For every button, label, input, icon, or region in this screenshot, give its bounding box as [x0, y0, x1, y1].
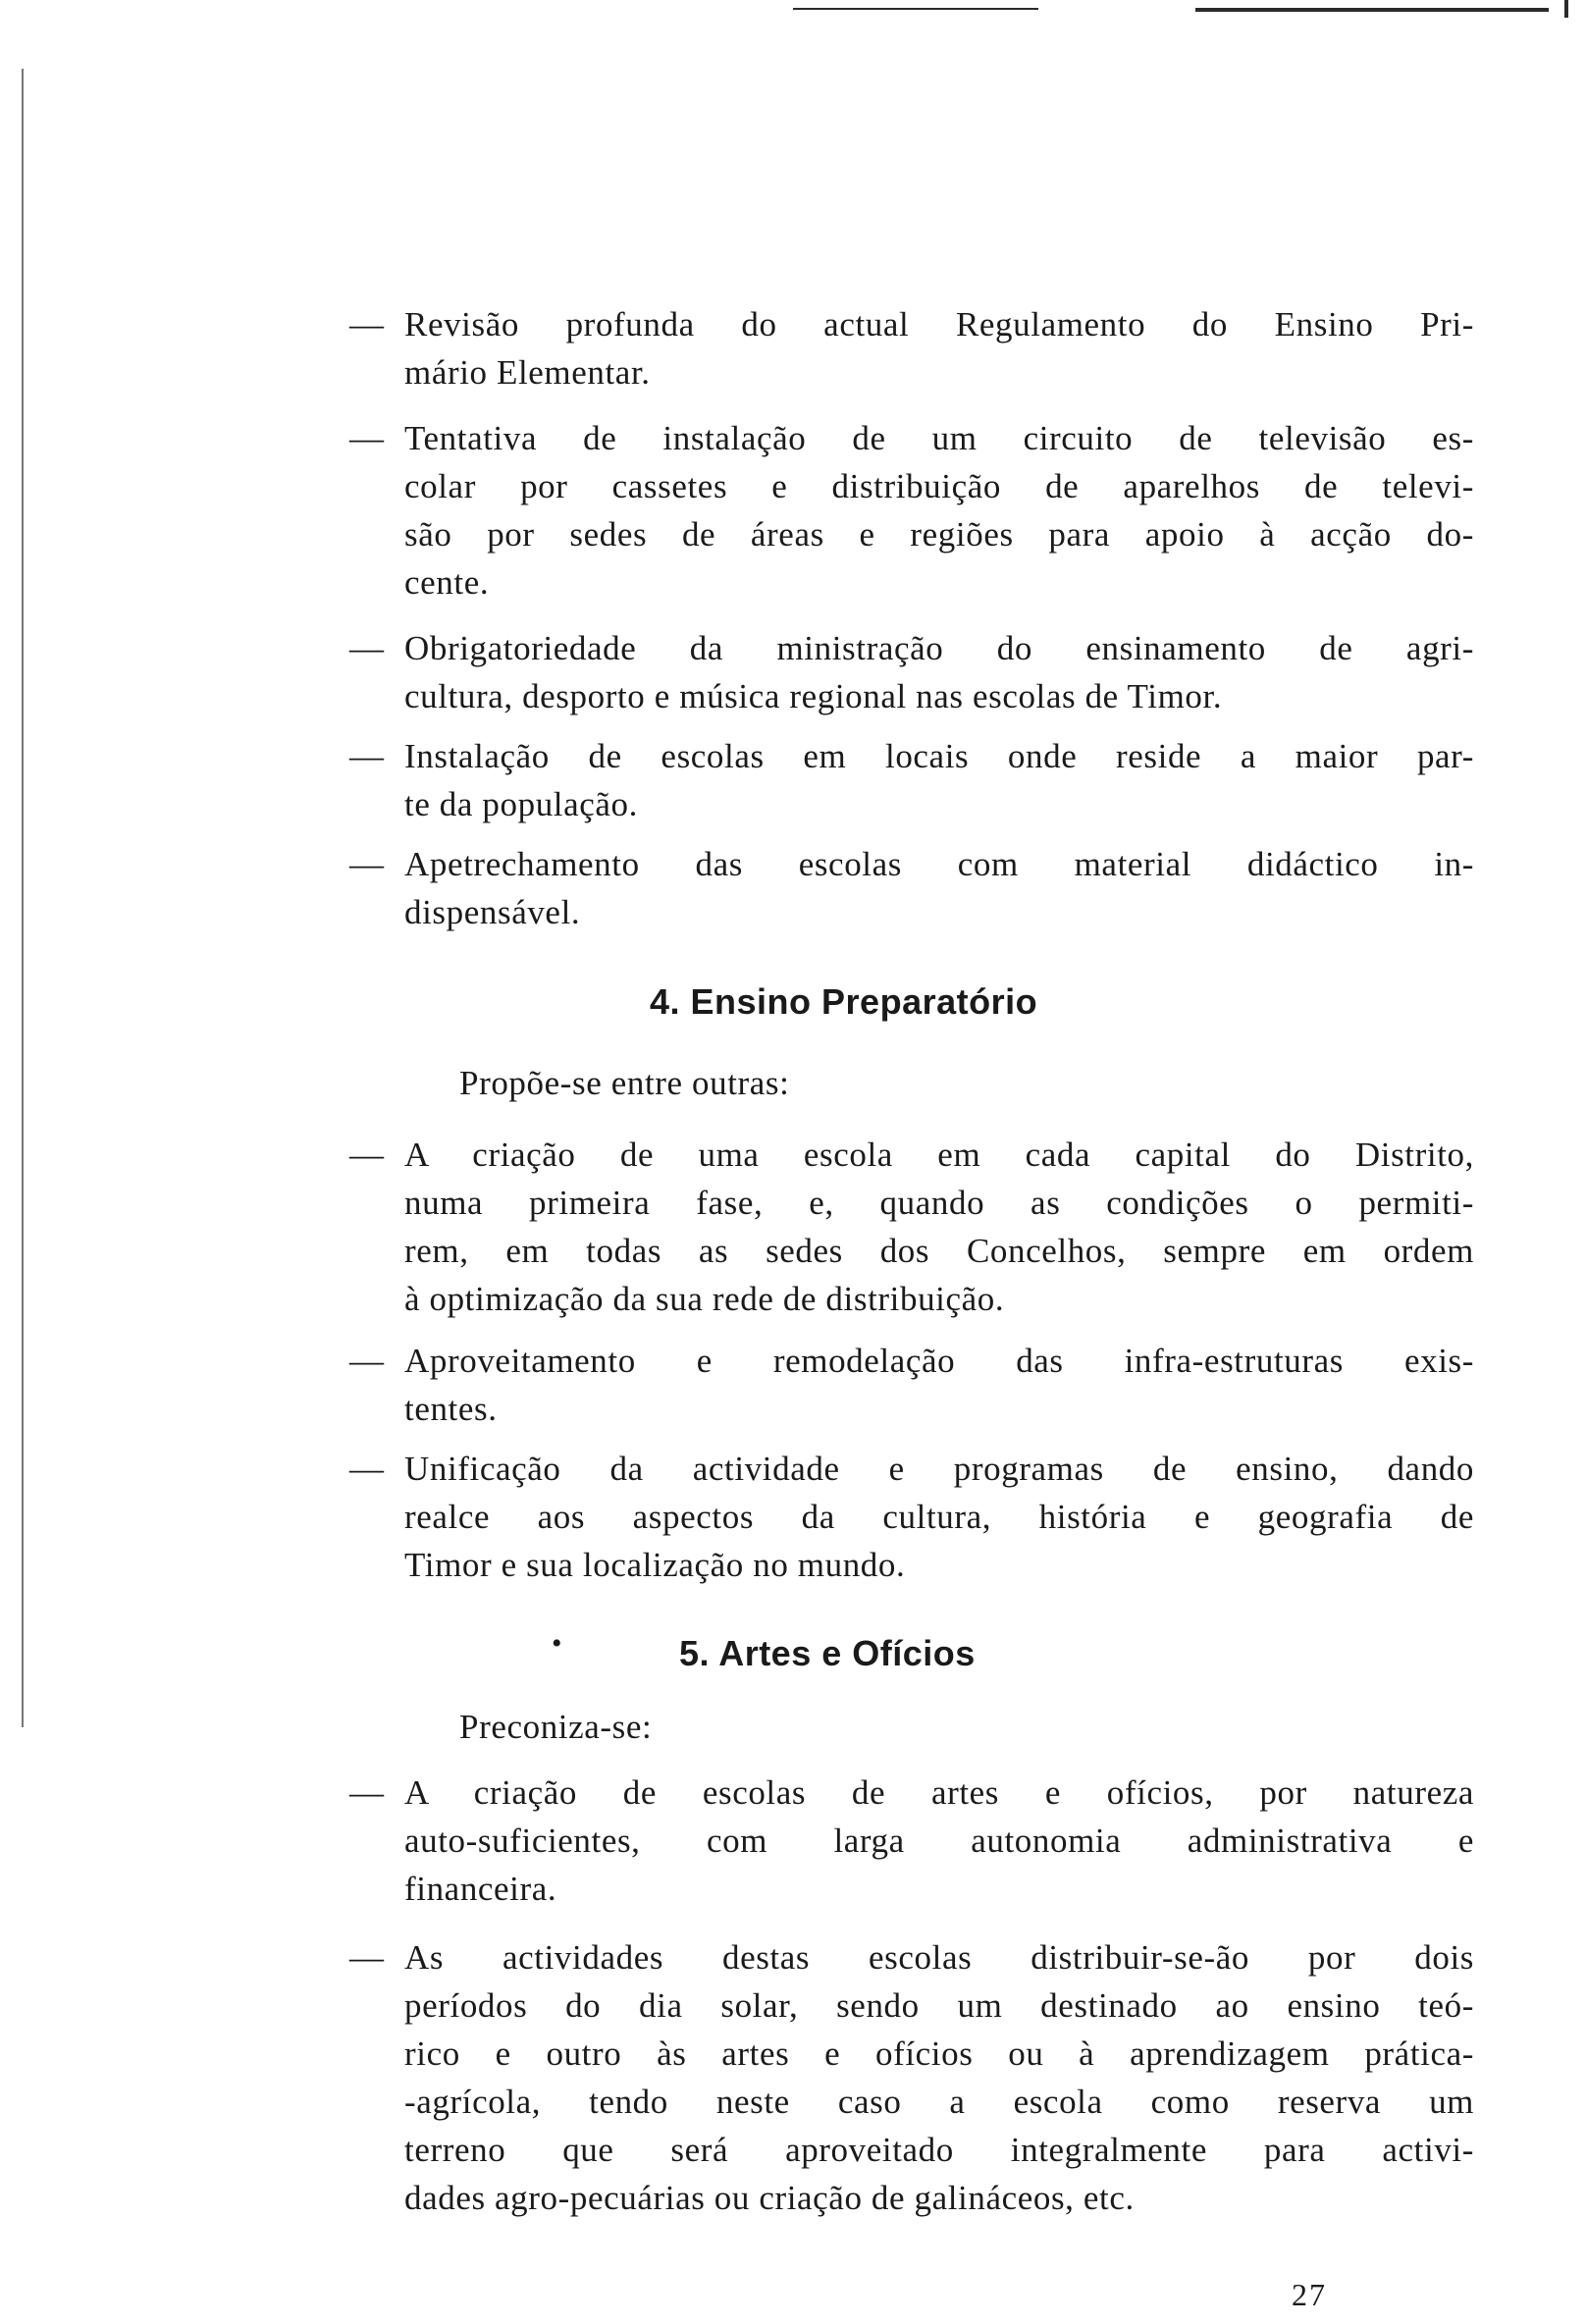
text-line: -agrícola, tendo neste caso a escola como reserva um — [404, 2083, 1474, 2121]
text-line: Timor e sua localização no mundo. — [404, 1546, 906, 1584]
section-intro: Propõe-se entre outras: — [459, 1064, 790, 1102]
dash-marker: — — [349, 629, 385, 667]
text-line: à optimização da sua rede de distribuição. — [404, 1280, 1005, 1318]
text-line: períodos do dia solar, sendo um destinado ao ensino teó- — [404, 1986, 1474, 2025]
dash-marker: — — [349, 1342, 385, 1380]
text-line: realce aos aspectos da cultura, história e geografia de — [404, 1498, 1474, 1536]
text-line: rem, em todas as sedes dos Concelhos, sempre em ordem — [404, 1232, 1474, 1270]
bullet-item — [349, 300, 1474, 396]
text-line: colar por cassetes e distribuição de aparelhos de televi- — [404, 467, 1474, 505]
text-line: terreno que será aproveitado integralmente para activi- — [404, 2131, 1474, 2169]
dash-marker: — — [349, 1450, 385, 1488]
dash-marker: — — [349, 845, 385, 883]
text-line: dades agro-pecuárias ou criação de galináceos, etc. — [404, 2179, 1135, 2217]
bullet-item — [349, 1445, 1474, 1589]
dash-marker: — — [349, 737, 385, 775]
text-line: te da população. — [404, 785, 638, 823]
left-edge-line — [22, 69, 24, 1727]
bullet-item — [349, 1769, 1474, 1913]
section-intro: Preconiza-se: — [459, 1708, 653, 1746]
section-heading-ensino-preparatorio: 4. Ensino Preparatório — [650, 981, 1038, 1022]
bullet-item — [349, 1933, 1474, 2222]
text-line: dispensável. — [404, 893, 581, 931]
section-heading-artes-oficios: 5. Artes e Ofícios — [679, 1633, 976, 1673]
bullet-item — [349, 1131, 1474, 1323]
dash-marker: — — [349, 419, 385, 457]
text-line: rico e outro às artes e ofícios ou à aprendizagem prática- — [404, 2034, 1474, 2073]
stray-ink-mark: • — [552, 1627, 562, 1660]
text-line: são por sedes de áreas e regiões para apoio à acção do- — [404, 515, 1474, 554]
text-line: Revisão profunda do actual Regulamento do Ensino Pri- — [404, 305, 1474, 343]
bullet-item — [349, 624, 1474, 720]
text-line: A criação de escolas de artes e ofícios, por natureza — [404, 1773, 1474, 1812]
text-line: Instalação de escolas em locais onde reside a maior par- — [404, 737, 1474, 775]
bullet-item — [349, 414, 1474, 607]
dash-marker: — — [349, 1136, 385, 1174]
top-scan-tick — [1564, 0, 1568, 18]
text-line: Apetrechamento das escolas com material didáctico in- — [404, 845, 1474, 883]
bullet-item — [349, 1337, 1474, 1433]
bullet-item — [349, 732, 1474, 828]
text-line: Obrigatoriedade da ministração do ensinamento de agri- — [404, 629, 1474, 667]
text-line: Aproveitamento e remodelação das infra-estruturas exis- — [404, 1342, 1474, 1380]
bullet-item — [349, 840, 1474, 936]
page-number: 27 — [1292, 2277, 1327, 2312]
top-scan-line-left — [793, 8, 1038, 10]
text-line: financeira. — [404, 1870, 557, 1908]
text-line: auto-suficientes, com larga autonomia administrativa e — [404, 1822, 1474, 1860]
text-line: cente. — [404, 563, 490, 602]
text-line: As actividades destas escolas distribuir-se-ão por dois — [404, 1938, 1474, 1977]
text-line: numa primeira fase, e, quando as condições o permiti- — [404, 1184, 1474, 1222]
text-line: Unificação da actividade e programas de ensino, dando — [404, 1450, 1474, 1488]
text-line: mário Elementar. — [404, 353, 651, 392]
top-scan-line-right — [1195, 8, 1549, 12]
text-line: tentes. — [404, 1390, 498, 1428]
dash-marker: — — [349, 1773, 385, 1812]
dash-marker: — — [349, 1938, 385, 1977]
text-line: Tentativa de instalação de um circuito de televisão es- — [404, 419, 1474, 457]
text-line: cultura, desporto e música regional nas escolas de Timor. — [404, 677, 1223, 715]
dash-marker: — — [349, 305, 385, 343]
text-line: A criação de uma escola em cada capital do Distrito, — [404, 1136, 1474, 1174]
